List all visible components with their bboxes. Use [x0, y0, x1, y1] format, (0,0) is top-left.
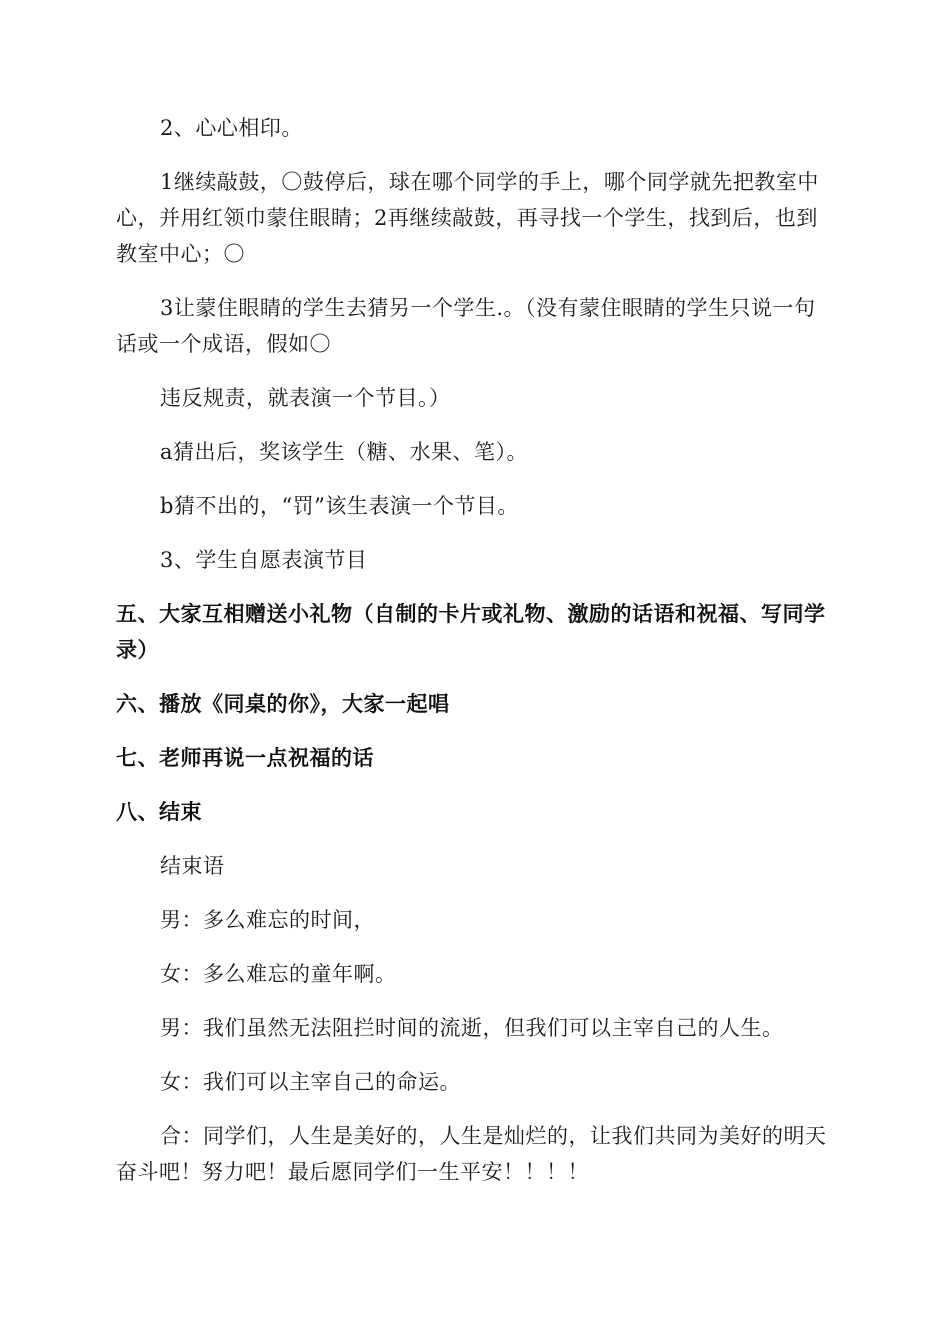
closing-title: 结束语 — [160, 854, 225, 878]
section-8-heading: 八、结束 — [116, 800, 202, 824]
section-7-heading: 七、老师再说一点祝福的话 — [116, 746, 374, 770]
section-6-heading: 六、播放《同桌的你》，大家一起唱 — [116, 692, 450, 716]
activity-2-reward: a猜出后，奖该学生（糖、水果、笔）。 — [160, 440, 529, 464]
activity-2-step-1: 1继续敲鼓，〇鼓停后，球在哪个同学的手上，哪个同学就先把教室中心，并用红领巾蒙住眼睛；2再继续敲鼓，再寻找一个学生，找到后，也到教室中心；〇 — [116, 170, 819, 266]
activity-2-step-3: 3让蒙住眼睛的学生去猜另一个学生.。（没有蒙住眼睛的学生只说一句话或一个成语，假如〇 — [116, 296, 816, 356]
activity-2-rule: 违反规责，就表演一个节目。） — [160, 386, 451, 410]
closing-line-female-2: 女：我们可以主宰自己的命运。 — [160, 1070, 461, 1094]
activity-2-penalty: b猜不出的，“罚”该生表演一个节目。 — [160, 494, 519, 518]
document-body — [116, 110, 836, 1208]
section-5-heading: 五、大家互相赠送小礼物（自制的卡片或礼物、激励的话语和祝福、写同学录） — [116, 602, 826, 662]
closing-line-male-2: 男：我们虽然无法阻拦时间的流逝，但我们可以主宰自己的人生。 — [160, 1016, 784, 1040]
closing-line-together: 合：同学们，人生是美好的，人生是灿烂的，让我们共同为美好的明天奋斗吧！努力吧！最后愿同学们一生平安！！！！ — [116, 1124, 827, 1184]
activity-3-title: 3、学生自愿表演节目 — [160, 548, 368, 572]
closing-line-male-1: 男：多么难忘的时间， — [160, 908, 375, 932]
closing-line-female-1: 女：多么难忘的童年啊。 — [160, 962, 397, 986]
activity-2-title: 2、心心相印。 — [160, 116, 303, 140]
